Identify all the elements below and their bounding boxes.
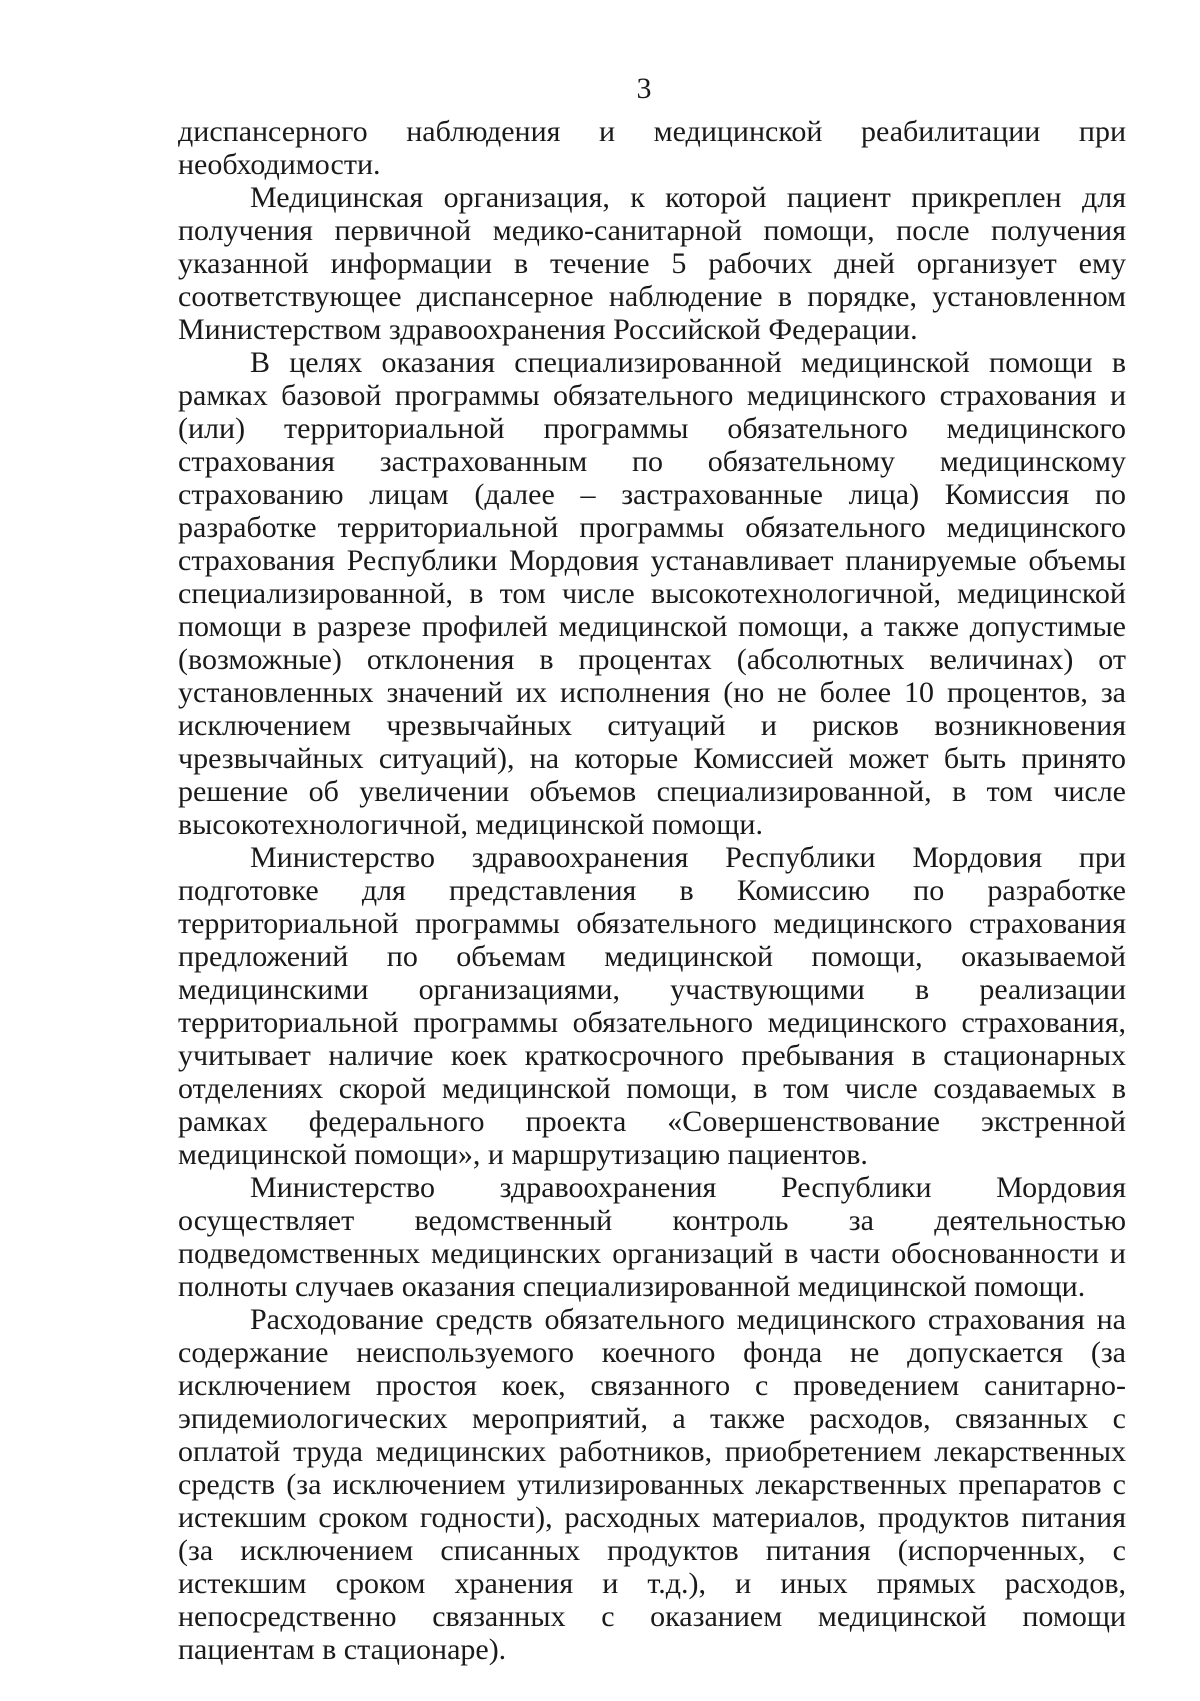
paragraph-departmental-control: Министерство здравоохранения Республики Мордовия осуществляет ведомственный контроль за деятельностью подведомственных медицинских организаций в части обоснованности и полноты случаев оказания специализированной медицинской помощи. [178,1171,1126,1303]
paragraph-spending-restrictions: Расходование средств обязательного медицинского страхования на содержание неиспользуемого коечного фонда не допускается (за исключением простоя коек, связанного с проведением санитарно-эпидемиологических мероприятий, а также расходов, связанных с оплатой труда медицинских работников, приобретением лекарственных средств (за исключением утилизированных лекарственных препаратов с истекшим сроком годности), расходных материалов, продуктов питания (за исключением списанных продуктов питания (испорченных, с истекшим сроком хранения и т.д.), и иных прямых расходов, непосредственно связанных с оказанием медицинской помощи пациентам в стационаре). [178,1303,1126,1666]
page-number: 3 [636,72,652,105]
paragraph-dispensary-observation: Медицинская организация, к которой пациент прикреплен для получения первичной медико-санитарной помощи, после получения указанной информации в течение 5 рабочих дней организует ему соответствующее диспансерное наблюдение в порядке, установленном Министерством здравоохранения Российской Федерации. [178,181,1126,346]
document-body [178,115,1126,1666]
paragraph-continuation: диспансерного наблюдения и медицинской реабилитации при необходимости. [178,115,1126,181]
paragraph-specialized-care-volumes: В целях оказания специализированной медицинской помощи в рамках базовой программы обязательного медицинского страхования и (или) территориальной программы обязательного медицинского страхования застрахованным по обязательному медицинскому страхованию лицам (далее – застрахованные лица) Комиссия по разработке территориальной программы обязательного медицинского страхования Республики Мордовия устанавливает планируемые объемы специализированной, в том числе высокотехнологичной, медицинской помощи в разрезе профилей медицинской помощи, а также допустимые (возможные) отклонения в процентах (абсолютных величинах) от установленных значений их исполнения (но не более 10 процентов, за исключением чрезвычайных ситуаций и рисков возникновения чрезвычайных ситуаций), на которые Комиссией может быть принято решение об увеличении объемов специализированной, в том числе высокотехнологичной, медицинской помощи. [178,346,1126,841]
paragraph-ministry-proposals: Министерство здравоохранения Республики Мордовия при подготовке для представления в Комиссию по разработке территориальной программы обязательного медицинского страхования предложений по объемам медицинской помощи, оказываемой медицинскими организациями, участвующими в реализации территориальной программы обязательного медицинского страхования, учитывает наличие коек краткосрочного пребывания в стационарных отделениях скорой медицинской помощи, в том числе создаваемых в рамках федерального проекта «Совершенствование экстренной медицинской помощи», и маршрутизацию пациентов. [178,841,1126,1171]
